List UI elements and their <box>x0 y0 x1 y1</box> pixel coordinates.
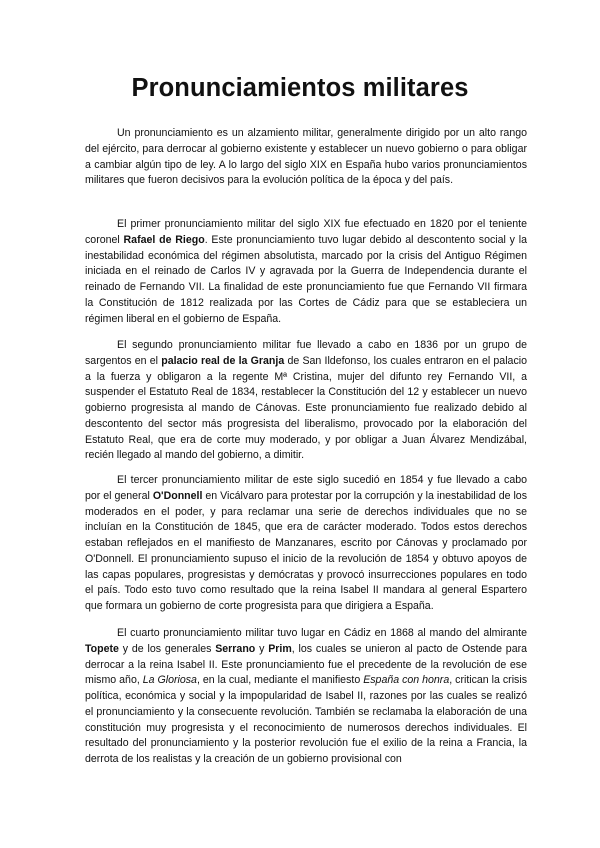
paragraph-text: de San Ildefonso, los cuales entraron en el palacio a la fuerza y obligaron a la regente Mª Cristina, mujer del difunto rey Fernando VII, a suspender el Estatuto Real de 1834, restablecer la Constitución del 12 y establecer un nuevo gobierno progresista al mando de Cánovas. Este pronunciamiento fue realizado debido al descontento del sector más progresista del liberalismo, provocado por la elaboración del Estatuto Real, que era de corte muy moderado, y por obligar a Juan Álvarez Mendizábal, recién llegado al mando del gobierno, a dimitir. <box>85 354 527 462</box>
bold-name-prim: Prim <box>268 642 292 655</box>
paragraph-text: . Este pronunciamiento tuvo lugar debido al descontento social y la inestabilidad económica del régimen absolutista, marcado por la crisis del Antiguo Régimen iniciada en el reinado de Carlos IV y agravada por la Guerra de Independencia durante el reinado de Fernando VII. La finalidad de este pronunciamiento fue que Fernando VII firmara la Constitución de 1812 realizada por las Cortes de Cádiz para que se estableciera un régimen liberal en el gobierno de España. <box>85 233 527 325</box>
paragraph-text: , los cuales se unieron al pacto de Ostende para derrocar a la reina Isabel II. Este pronunciamiento fue el precedente de la revolución de ese mismo año, <box>85 642 528 687</box>
bold-name-odonnell: O'Donnell <box>152 489 203 502</box>
bold-place-granja: palacio real de la Granja <box>161 354 285 367</box>
paragraph-text: El cuarto pronunciamiento militar tuvo lugar en Cádiz en 1868 al mando del almirante <box>117 627 527 639</box>
paragraph-text: y <box>255 642 269 655</box>
paragraph-text: , critican la crisis política, económica y social y la impopularidad de Isabel II, razones por las cuales se realizó el pronunciamiento y la consecuente revolución. También se reclamaba la elaboración de una constitución muy progresista y el reconocimiento de numerosos derechos individuales. El resultado del pronunciamiento y la posterior revolución fue el exilio de la reina a Francia, la derrota de los realistas y la creación de un gobierno provisional con <box>85 674 528 765</box>
paragraph-text: y de los generales <box>118 642 216 655</box>
paragraph-text: El segundo pronunciamiento militar fue llevado a cabo en 1836 por un grupo de sargentos en el <box>85 339 527 367</box>
paragraph-text: El primer pronunciamiento militar del siglo XIX fue efectuado en 1820 por el teniente coronel <box>85 218 527 246</box>
paragraph-riego <box>85 217 527 327</box>
paragraph-gloriosa <box>85 626 527 768</box>
bold-name-serrano: Serrano <box>215 642 256 655</box>
page-title: Pronunciamientos militares <box>131 74 469 102</box>
paragraph-text: , en la cual, mediante el manifiesto <box>196 674 364 687</box>
paragraph-odonnell <box>85 473 527 615</box>
italic-espana-con-honra: España con honra <box>363 674 450 687</box>
paragraph-granja <box>85 338 527 464</box>
paragraph-text: El tercer pronunciamiento militar de este siglo sucedió en 1854 y fue llevado a cabo por el general <box>85 474 527 502</box>
bold-name-topete: Topete <box>85 642 119 655</box>
bold-name-riego: Rafael de Riego <box>123 233 205 246</box>
paragraph-intro: Un pronunciamiento es un alzamiento militar, generalmente dirigido por un alto rango del ejército, para derrocar al gobierno existente y establecer un nuevo gobierno o para obligar a cambiar algún tipo de ley. A lo largo del siglo XIX en España hubo varios pronunciamientos militares que fueron decisivos para la evolución política de la época y del país. <box>85 127 527 187</box>
paragraph-text: en Vicálvaro para protestar por la corrupción y la inestabilidad de los moderados en el poder, y para reclamar una serie de derechos individuales que no se incluían en la Constitución de 1845, que era de carácter moderado. Todos estos derechos estaban reflejados en el manifiesto de Manzanares, escrito por Cánovas y proclamado por O'Donnell. El pronunciamiento supuso el inicio de la revolución de 1854 y obtuvo apoyos de las capas populares, progresistas y demócratas y provocó insurrecciones populares en todo el país. Todo esto tuvo como resultado que la reina Isabel II mandara al general Espartero que formara un gobierno de corte progresista para que dirigiera a España. <box>85 489 527 612</box>
italic-la-gloriosa: La Gloriosa <box>142 674 197 687</box>
